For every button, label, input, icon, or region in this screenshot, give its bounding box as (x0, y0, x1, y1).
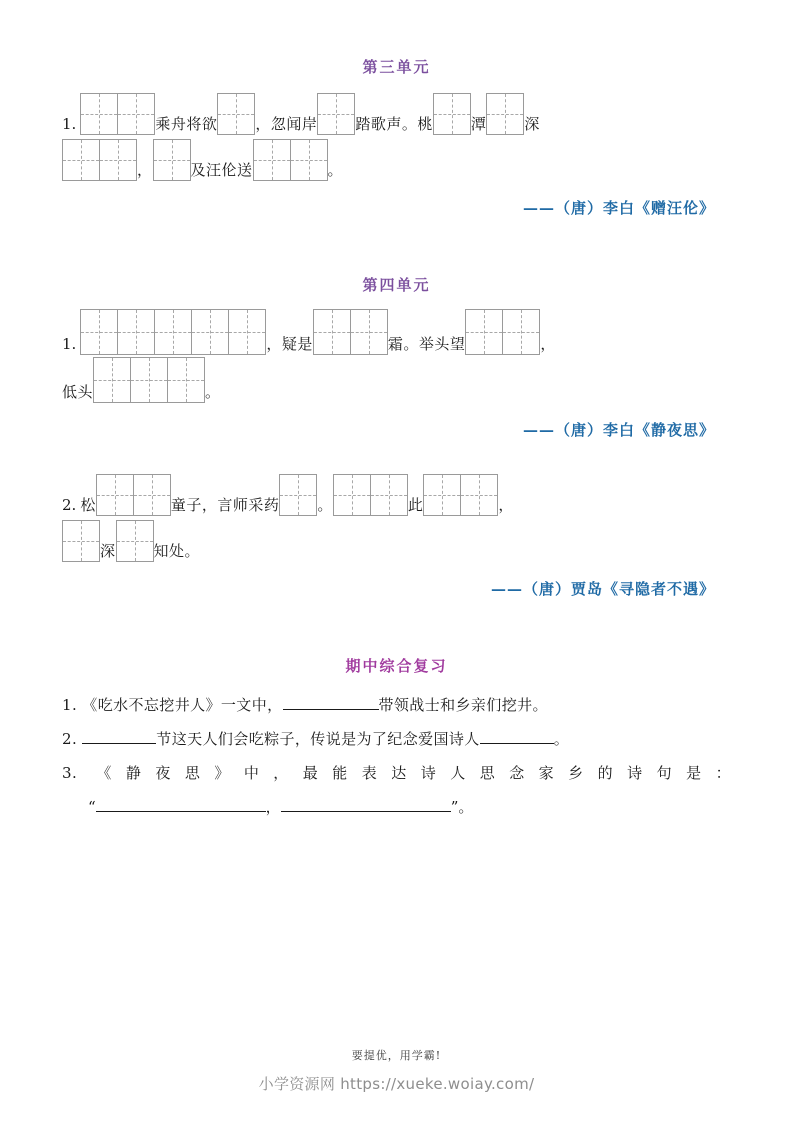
tianzige-grid[interactable] (96, 474, 171, 516)
tianzige-cell[interactable] (168, 358, 205, 402)
tianzige-grid[interactable] (116, 520, 154, 562)
answer-blank[interactable] (480, 743, 554, 744)
tianzige-cell[interactable] (63, 521, 100, 561)
tianzige-grid[interactable] (80, 309, 266, 355)
question-text: 《静夜思》中，最能表达诗人思念家乡的诗句是： (96, 764, 731, 782)
quote-mid: ， (265, 798, 281, 816)
question-text: 。 (553, 730, 570, 748)
tianzige-cell[interactable] (334, 475, 371, 515)
tianzige-grid[interactable] (62, 139, 137, 181)
tianzige-cell[interactable] (134, 475, 171, 515)
poem-line (62, 309, 731, 355)
review-heading: 期中综合复习 (345, 657, 448, 675)
poem-line (62, 357, 731, 403)
tianzige-grid[interactable] (217, 93, 255, 135)
answer-blank[interactable] (96, 811, 266, 812)
section-spacer (62, 218, 731, 274)
question-text: 带领战士和乡亲们挖井。 (378, 696, 548, 714)
tianzige-cell[interactable] (466, 310, 503, 354)
poem-line (62, 91, 731, 135)
tianzige-grid[interactable] (253, 139, 328, 181)
tianzige-cell[interactable] (100, 140, 137, 180)
tianzige-cell[interactable] (154, 140, 191, 180)
poem-text: 。 (205, 383, 221, 401)
answer-blank[interactable] (281, 811, 451, 812)
tianzige-cell[interactable] (280, 475, 317, 515)
tianzige-grid[interactable] (80, 93, 155, 135)
tianzige-cell[interactable] (118, 94, 155, 134)
poem-text: 此 (407, 496, 424, 514)
poem-unit3-item1 (62, 91, 731, 181)
tianzige-cell[interactable] (192, 310, 229, 354)
poem-line (62, 518, 731, 562)
question-number: 1. (62, 696, 78, 714)
poem-text: 童子，言师采药 (170, 496, 280, 514)
attribution-xunyinzhebuyu: ——（唐）贾岛《寻隐者不遇》 (490, 580, 715, 598)
poem-text: 深 (100, 542, 116, 560)
answer-blank[interactable] (283, 709, 379, 710)
top-spacer (62, 0, 731, 56)
tianzige-cell[interactable] (371, 475, 408, 515)
item-spacer (62, 440, 731, 458)
review-question-3 (62, 756, 731, 790)
poem-text: 松 (80, 496, 96, 514)
tianzige-cell[interactable] (434, 94, 471, 134)
tianzige-grid[interactable] (62, 520, 100, 562)
tianzige-grid[interactable] (486, 93, 524, 135)
poem-text: 霜。举头望 (387, 335, 466, 353)
poem-text: 知处。 (153, 542, 201, 560)
tianzige-cell[interactable] (97, 475, 134, 515)
tianzige-cell[interactable] (81, 310, 118, 354)
tianzige-grid[interactable] (279, 474, 317, 516)
tianzige-cell[interactable] (314, 310, 351, 354)
poem-text: 。 (327, 161, 344, 179)
unit-heading-4: 第四单元 (362, 276, 431, 294)
poem-text: 及汪伦送 (190, 161, 253, 179)
tianzige-cell[interactable] (424, 475, 461, 515)
attribution-zengwanglun: ——（唐）李白《赠汪伦》 (522, 199, 715, 217)
poem-text: 深 (524, 115, 540, 133)
quote-close: ”。 (450, 798, 474, 816)
poem-text: 低头 (62, 383, 94, 401)
tianzige-grid[interactable] (433, 93, 471, 135)
tianzige-cell[interactable] (318, 94, 355, 134)
tianzige-grid[interactable] (93, 357, 205, 403)
poem-text: ， (137, 161, 153, 179)
poem-text: 踏歌声。桃 (355, 115, 433, 133)
tianzige-cell[interactable] (81, 94, 118, 134)
tianzige-cell[interactable] (131, 358, 168, 402)
poem-text: ，疑是 (266, 335, 313, 353)
tianzige-cell[interactable] (254, 140, 291, 180)
question-number: 3. (62, 764, 78, 782)
tianzige-grid[interactable] (333, 474, 408, 516)
question-number: 2. (62, 496, 77, 514)
review-questions (62, 688, 731, 824)
question-number: 1. (62, 335, 77, 353)
tianzige-cell[interactable] (461, 475, 498, 515)
poem-text: ， (540, 335, 556, 353)
tianzige-cell[interactable] (63, 140, 100, 180)
quote-open: “ (88, 798, 96, 816)
tianzige-cell[interactable] (503, 310, 540, 354)
poem-text: 乘舟将欲 (155, 115, 218, 133)
poem-text: ， (498, 496, 514, 514)
tianzige-cell[interactable] (351, 310, 388, 354)
review-question-3-answer-line (62, 790, 731, 824)
answer-blank[interactable] (82, 743, 156, 744)
poem-line (62, 472, 731, 516)
tianzige-grid[interactable] (313, 309, 388, 355)
tianzige-cell[interactable] (117, 521, 154, 561)
poem-unit4-item2 (62, 472, 731, 562)
review-question-1 (62, 688, 731, 722)
tianzige-grid[interactable] (465, 309, 540, 355)
tianzige-grid[interactable] (423, 474, 498, 516)
page-footer (0, 1047, 793, 1094)
tianzige-cell[interactable] (218, 94, 255, 134)
question-number: 1. (62, 115, 77, 133)
review-question-2 (62, 722, 731, 756)
tianzige-cell[interactable] (487, 94, 524, 134)
poem-text: 潭 (470, 115, 487, 133)
tianzige-grid[interactable] (153, 139, 191, 181)
footer-slogan: 要提优，用学霸! (351, 1049, 442, 1062)
poem-line (62, 137, 731, 181)
tianzige-cell[interactable] (94, 358, 131, 402)
tianzige-grid[interactable] (317, 93, 355, 135)
footer-site-watermark: 小学资源网 https://xueke.woiay.com/ (258, 1075, 535, 1093)
tianzige-cell[interactable] (229, 310, 266, 354)
section-spacer (62, 599, 731, 655)
tianzige-cell[interactable] (118, 310, 155, 354)
question-text: 节这天人们会吃粽子，传说是为了纪念爱国诗人 (156, 730, 480, 748)
poem-text: ，忽闻岸 (255, 115, 318, 133)
question-number: 2. (62, 730, 78, 748)
tianzige-cell[interactable] (155, 310, 192, 354)
unit-heading-3: 第三单元 (362, 58, 431, 76)
poem-unit4-item1 (62, 309, 731, 403)
poem-text: 。 (317, 496, 333, 514)
question-text: 《吃水不忘挖井人》一文中， (82, 696, 283, 714)
tianzige-cell[interactable] (291, 140, 328, 180)
attribution-jingyesi: ——（唐）李白《静夜思》 (522, 421, 715, 439)
